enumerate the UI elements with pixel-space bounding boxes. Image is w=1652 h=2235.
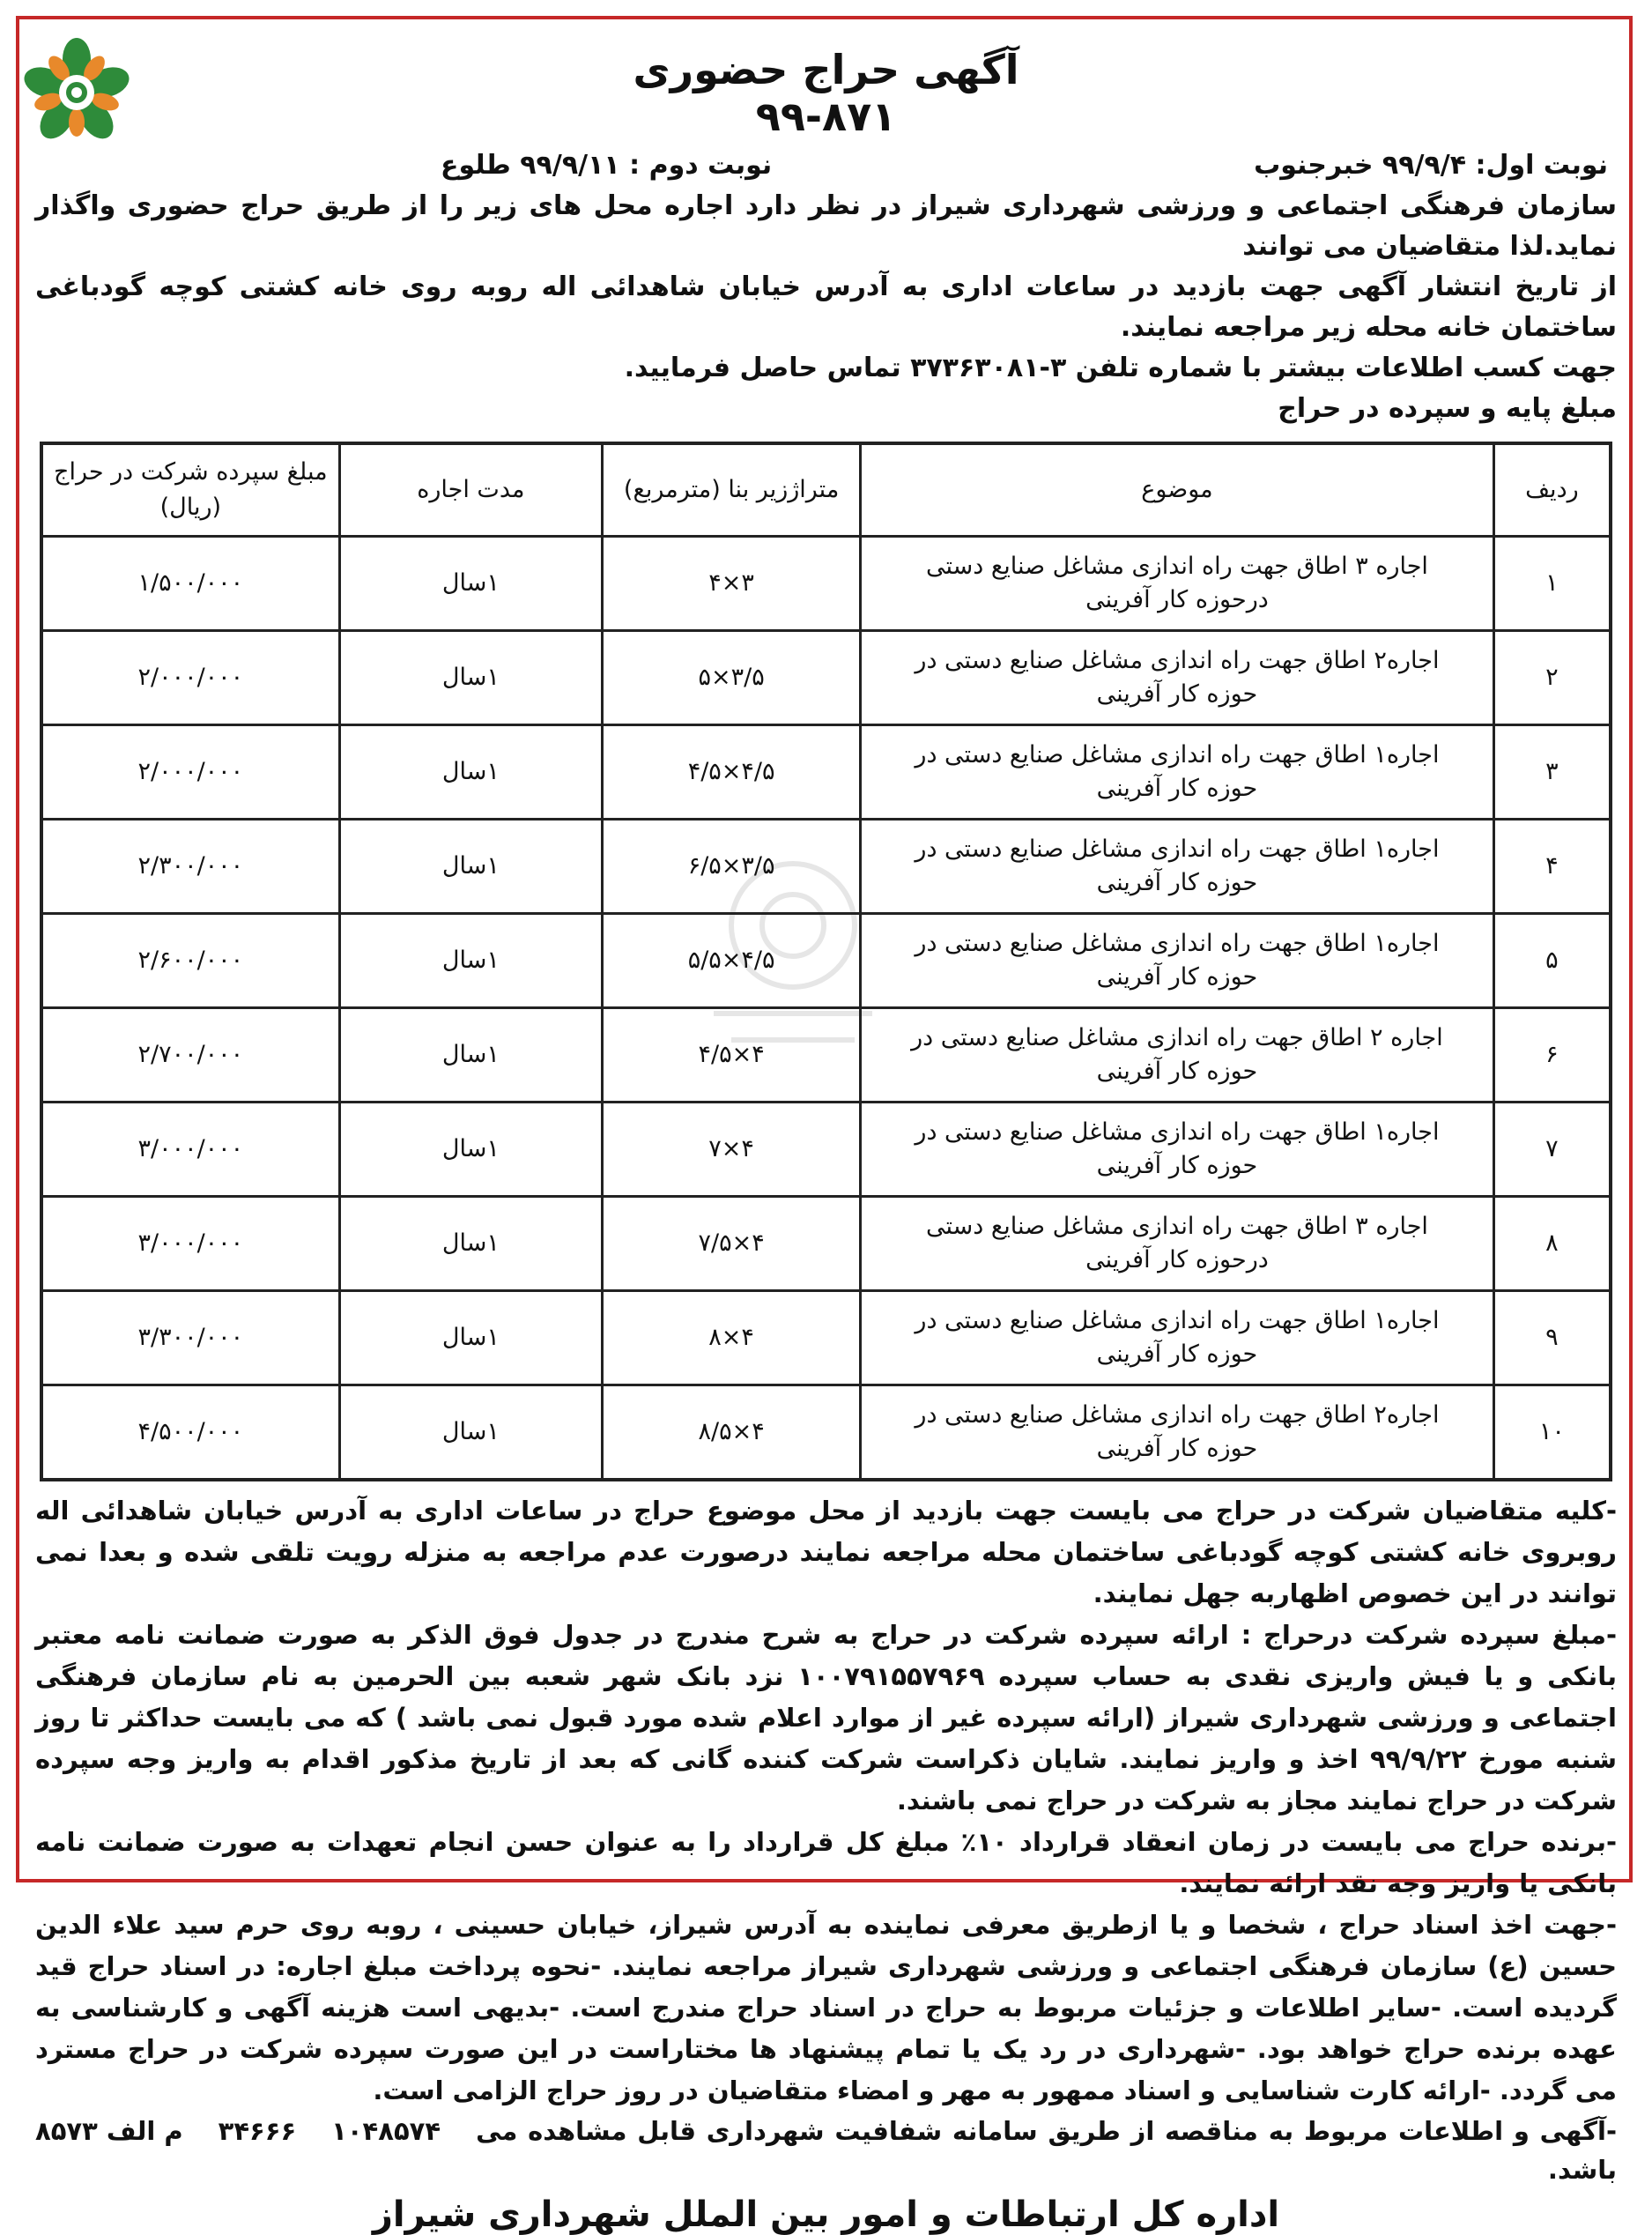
condition-paragraph: -برنده حراج می بایست در زمان انعقاد قرارداد ۱۰٪ مبلغ کل قرارداد را به عنوان حسن انجام تعهدات به صورت ضمانت نامه بانکی یا واریز وجه نقد ارائه نمایند. bbox=[35, 1827, 1617, 1898]
cell-subject: اجاره۲ اطاق جهت راه اندازی مشاغل صنایع دستی در حوزه کار آفرینی bbox=[861, 631, 1494, 725]
cell-deposit: ۲/۳۰۰/۰۰۰ bbox=[41, 820, 339, 914]
issuer-signature: اداره کل ارتباطات و امور بین الملل شهرداری شیراز bbox=[372, 2194, 1280, 2235]
intro-line: مبلغ پایه و سپرده در حراج bbox=[1278, 393, 1617, 424]
cell-duration: ۱سال bbox=[339, 820, 602, 914]
cell-row-number: ۸ bbox=[1493, 1197, 1611, 1291]
cell-duration: ۱سال bbox=[339, 537, 602, 631]
cell-duration: ۱سال bbox=[339, 1103, 602, 1197]
transparency-line bbox=[35, 2112, 1617, 2189]
cell-subject: اجاره ۳ اطاق جهت راه اندازی مشاغل صنایع دستی درحوزه کار آفرینی bbox=[861, 537, 1494, 631]
header-area: متراژزیر بنا (مترمربع) bbox=[603, 443, 861, 537]
condition-paragraph: -مبلغ سپرده شرکت درحراج : ارائه سپرده شرکت در حراج به شرح مندرج در جدول فوق الذکر به صورت ضمانت نامه معتبر بانکی و یا فیش واریزی نقدی به حساب سپرده ۱۰۰۷۹۱۵۵۷۹۶۹ نزد بانک شهر شعبه بین الحرمین به نام سازمان فرهنگی اجتماعی و ورزشی شهرداری شیراز (ارائه سپرده غیر از موارد اعلام شده مورد قبول نمی باشد ) که می بایست حداکثر تا روز شنبه مورخ ۹۹/۹/۲۲ اخذ و واریز نمایند. شایان ذکراست شرکت کننده گانی که بعد از تاریخ مذکور اقدام به واریز وجه سپرده شرکت در حراج نمایند مجاز به شرکت در حراج نمی باشند. bbox=[35, 1620, 1617, 1815]
cell-deposit: ۳/۰۰۰/۰۰۰ bbox=[41, 1197, 339, 1291]
cell-deposit: ۱/۵۰۰/۰۰۰ bbox=[41, 537, 339, 631]
cell-area: ۴×۷ bbox=[603, 1103, 861, 1197]
cell-deposit: ۳/۳۰۰/۰۰۰ bbox=[41, 1291, 339, 1385]
notice-number: ۹۹-۸۷۱ bbox=[755, 93, 897, 140]
cell-area: ۳×۴ bbox=[603, 537, 861, 631]
cell-row-number: ۱۰ bbox=[1493, 1385, 1611, 1481]
cell-subject: اجاره۱ اطاق جهت راه اندازی مشاغل صنایع دستی در حوزه کار آفرینی bbox=[861, 914, 1494, 1008]
intro-text bbox=[35, 186, 1617, 429]
reference-code: م الف ۸۵۷۳ bbox=[35, 2116, 183, 2146]
cell-area: ۴×۸ bbox=[603, 1291, 861, 1385]
cell-deposit: ۳/۰۰۰/۰۰۰ bbox=[41, 1103, 339, 1197]
cell-subject: اجاره۱ اطاق جهت راه اندازی مشاغل صنایع دستی در حوزه کار آفرینی bbox=[861, 1103, 1494, 1197]
reference-code: ۳۴۶۶۶ bbox=[218, 2116, 297, 2146]
cell-subject: اجاره ۳ اطاق جهت راه اندازی مشاغل صنایع دستی درحوزه کار آفرینی bbox=[861, 1197, 1494, 1291]
auction-notice bbox=[35, 26, 1617, 2235]
cell-duration: ۱سال bbox=[339, 631, 602, 725]
cell-area: ۳/۵×۶/۵ bbox=[603, 820, 861, 914]
table-row bbox=[41, 631, 1611, 725]
table-row bbox=[41, 1291, 1611, 1385]
cell-duration: ۱سال bbox=[339, 1008, 602, 1103]
header-row-number: ردیف bbox=[1493, 443, 1611, 537]
cell-deposit: ۲/۰۰۰/۰۰۰ bbox=[41, 631, 339, 725]
intro-line: از تاریخ انتشار آگهی جهت بازدید در ساعات اداری به آدرس خیابان شاهدائی اله روبه روی خانه کشتی کوچه گودباغی ساختمان خانه محله زیر مراجعه نمایند. bbox=[35, 271, 1617, 343]
header-deposit: مبلغ سپرده شرکت در حراج (ریال) bbox=[41, 443, 339, 537]
conditions-text bbox=[35, 1490, 1617, 2189]
table-row bbox=[41, 1008, 1611, 1103]
intro-line: سازمان فرهنگی اجتماعی و ورزشی شهرداری شیراز در نظر دارد اجاره محل های زیر را از طریق حراج حضوری واگذار نماید.لذا متقاضیان می توانند bbox=[35, 190, 1617, 262]
cell-subject: اجاره ۲ اطاق جهت راه اندازی مشاغل صنایع دستی در حوزه کار آفرینی bbox=[861, 1008, 1494, 1103]
notice-title: آگهی حراج حضوری bbox=[633, 46, 1019, 93]
reference-code: ۱۰۴۸۵۷۴ bbox=[331, 2116, 441, 2146]
table-row bbox=[41, 914, 1611, 1008]
table-row bbox=[41, 1197, 1611, 1291]
table-header-row bbox=[41, 443, 1611, 537]
auction-table bbox=[40, 442, 1612, 1481]
cell-deposit: ۴/۵۰۰/۰۰۰ bbox=[41, 1385, 339, 1481]
publication-turns bbox=[35, 150, 1617, 181]
cell-row-number: ۹ bbox=[1493, 1291, 1611, 1385]
table-row bbox=[41, 820, 1611, 914]
cell-subject: اجاره۱ اطاق جهت راه اندازی مشاغل صنایع دستی در حوزه کار آفرینی bbox=[861, 820, 1494, 914]
table-row bbox=[41, 725, 1611, 820]
intro-line: جهت کسب اطلاعات بیشتر با شماره تلفن ۳-۳۷۳۶۳۰۸۱ تماس حاصل فرمایید. bbox=[624, 353, 1617, 383]
cell-duration: ۱سال bbox=[339, 1197, 602, 1291]
cell-row-number: ۷ bbox=[1493, 1103, 1611, 1197]
condition-paragraph: -آگهی و اطلاعات مربوط به مناقصه از طریق سامانه شفافیت شهرداری قابل مشاهده می باشد. bbox=[476, 2116, 1617, 2185]
cell-deposit: ۲/۶۰۰/۰۰۰ bbox=[41, 914, 339, 1008]
cell-duration: ۱سال bbox=[339, 1291, 602, 1385]
cell-area: ۴×۷/۵ bbox=[603, 1197, 861, 1291]
cell-area: ۴/۵×۴/۵ bbox=[603, 725, 861, 820]
cell-area: ۴/۵×۵/۵ bbox=[603, 914, 861, 1008]
condition-paragraph: -کلیه متقاضیان شرکت در حراج می بایست جهت بازدید از محل موضوع حراج در ساعات اداری به آدرس خیابان شاهدائی اله روبروی خانه کشتی کوچه گودباغی ساختمان محله مراجعه نمایند درصورت عدم مراجعه به منزله رویت تلقی شده و بعدا نمی توانند در این خصوص اظهاربه جهل نمایند. bbox=[35, 1496, 1617, 1608]
cell-subject: اجاره۲ اطاق جهت راه اندازی مشاغل صنایع دستی در حوزه کار آفرینی bbox=[861, 1385, 1494, 1481]
cell-area: ۴×۸/۵ bbox=[603, 1385, 861, 1481]
header-duration: مدت اجاره bbox=[339, 443, 602, 537]
condition-paragraph: -جهت اخذ اسناد حراج ، شخصا و یا ازطریق معرفی نماینده به آدرس شیراز، خیابان حسینی ، روبه روی حرم سید علاء الدین حسین (ع) سازمان فرهنگی اجتماعی و ورزشی شهرداری شیراز مراجعه نمایند. -نحوه پرداخت مبلغ اجاره: در اسناد حراج قید گردیده است. -سایر اطلاعات و جزئیات مربوط به حراج در اسناد حراج مندرج است. -بدیهی است هزینه آگهی و کارشناسی به عهده برنده حراج خواهد بود. -شهرداری در رد یک یا تمام پیشنهاد ها مختاراست در این صورت سپرده شرکت در حراج مسترد می گردد. -ارائه کارت شناسایی و اسناد ممهور به مهر و امضاء متقاضیان در روز حراج الزامی است. bbox=[35, 1910, 1617, 2105]
cell-area: ۳/۵×۵ bbox=[603, 631, 861, 725]
cell-duration: ۱سال bbox=[339, 725, 602, 820]
cell-row-number: ۱ bbox=[1493, 537, 1611, 631]
second-turn: نوبت دوم : ۹۹/۹/۱۱ طلوع bbox=[441, 150, 773, 181]
cell-row-number: ۴ bbox=[1493, 820, 1611, 914]
cell-row-number: ۳ bbox=[1493, 725, 1611, 820]
table-row bbox=[41, 537, 1611, 631]
cell-subject: اجاره۱ اطاق جهت راه اندازی مشاغل صنایع دستی در حوزه کار آفرینی bbox=[861, 1291, 1494, 1385]
cell-row-number: ۲ bbox=[1493, 631, 1611, 725]
cell-area: ۴×۴/۵ bbox=[603, 1008, 861, 1103]
cell-duration: ۱سال bbox=[339, 914, 602, 1008]
cell-subject: اجاره۱ اطاق جهت راه اندازی مشاغل صنایع دستی در حوزه کار آفرینی bbox=[861, 725, 1494, 820]
cell-deposit: ۲/۰۰۰/۰۰۰ bbox=[41, 725, 339, 820]
cell-deposit: ۲/۷۰۰/۰۰۰ bbox=[41, 1008, 339, 1103]
table-row bbox=[41, 1385, 1611, 1481]
first-turn: نوبت اول: ۹۹/۹/۴ خبرجنوب bbox=[1254, 150, 1608, 181]
table-row bbox=[41, 1103, 1611, 1197]
cell-row-number: ۶ bbox=[1493, 1008, 1611, 1103]
cell-row-number: ۵ bbox=[1493, 914, 1611, 1008]
cell-duration: ۱سال bbox=[339, 1385, 602, 1481]
header-subject: موضوع bbox=[861, 443, 1494, 537]
